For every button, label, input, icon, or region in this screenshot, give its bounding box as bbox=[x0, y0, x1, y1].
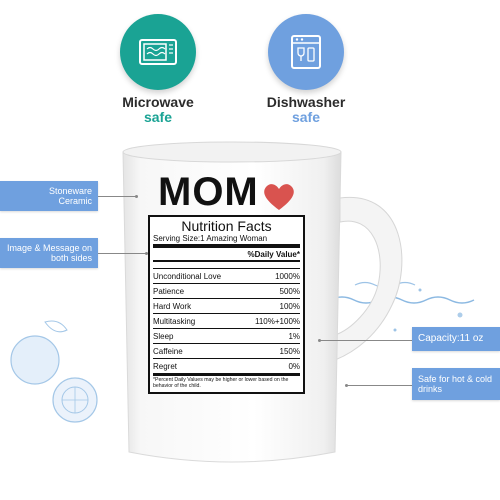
row-label: Regret bbox=[153, 361, 178, 371]
image-message-leader bbox=[98, 253, 146, 254]
heart-icon bbox=[262, 182, 296, 212]
row-value: 1000% bbox=[275, 271, 300, 281]
stoneware-leader bbox=[98, 196, 136, 197]
nutrition-row bbox=[153, 344, 300, 359]
nutrition-footnote: *Percent Daily Values may be higher or lower based on the behavior of the child. bbox=[153, 377, 289, 389]
serving-size: Serving Size:1 Amazing Woman bbox=[153, 234, 300, 248]
row-value: 1% bbox=[288, 331, 300, 341]
image-message-tag: Image & Message on both sides bbox=[0, 238, 98, 268]
hot-cold-tag: Safe for hot & cold drinks bbox=[412, 368, 500, 400]
row-label: Sleep bbox=[153, 331, 174, 341]
row-label: Multitasking bbox=[153, 316, 196, 326]
row-value: 0% bbox=[288, 361, 300, 371]
nutrition-label bbox=[148, 215, 305, 394]
capacity-tag: Capacity:11 oz bbox=[412, 327, 500, 351]
nutrition-row bbox=[153, 299, 300, 314]
stoneware-dot bbox=[135, 195, 138, 198]
stoneware-tag: Stoneware Ceramic bbox=[0, 181, 98, 211]
microwave-title: Microwave bbox=[122, 94, 194, 110]
dishwasher-title: Dishwasher bbox=[266, 94, 346, 110]
row-value: 100% bbox=[279, 301, 300, 311]
nutrition-row bbox=[153, 359, 300, 376]
row-label: Caffeine bbox=[153, 346, 183, 356]
capacity-leader bbox=[320, 340, 412, 341]
row-label: Unconditional Love bbox=[153, 271, 222, 281]
image-message-dot bbox=[145, 252, 148, 255]
nutrition-row bbox=[153, 269, 300, 284]
nutrition-row bbox=[153, 329, 300, 344]
row-value: 110%+100% bbox=[255, 316, 300, 326]
mug-title: MOM bbox=[158, 170, 259, 214]
row-value: 500% bbox=[279, 286, 300, 296]
daily-value-header: %Daily Value* bbox=[153, 248, 300, 262]
label-divider bbox=[153, 262, 300, 269]
nutrition-row bbox=[153, 284, 300, 299]
hot-cold-leader bbox=[347, 385, 412, 386]
nutrition-heading: Nutrition Facts bbox=[181, 218, 272, 234]
microwave-sub: safe bbox=[143, 109, 173, 125]
dishwasher-sub: safe bbox=[291, 109, 321, 125]
nutrition-row bbox=[153, 314, 300, 329]
row-label: Patience bbox=[153, 286, 185, 296]
row-value: 150% bbox=[279, 346, 300, 356]
row-label: Hard Work bbox=[153, 301, 192, 311]
